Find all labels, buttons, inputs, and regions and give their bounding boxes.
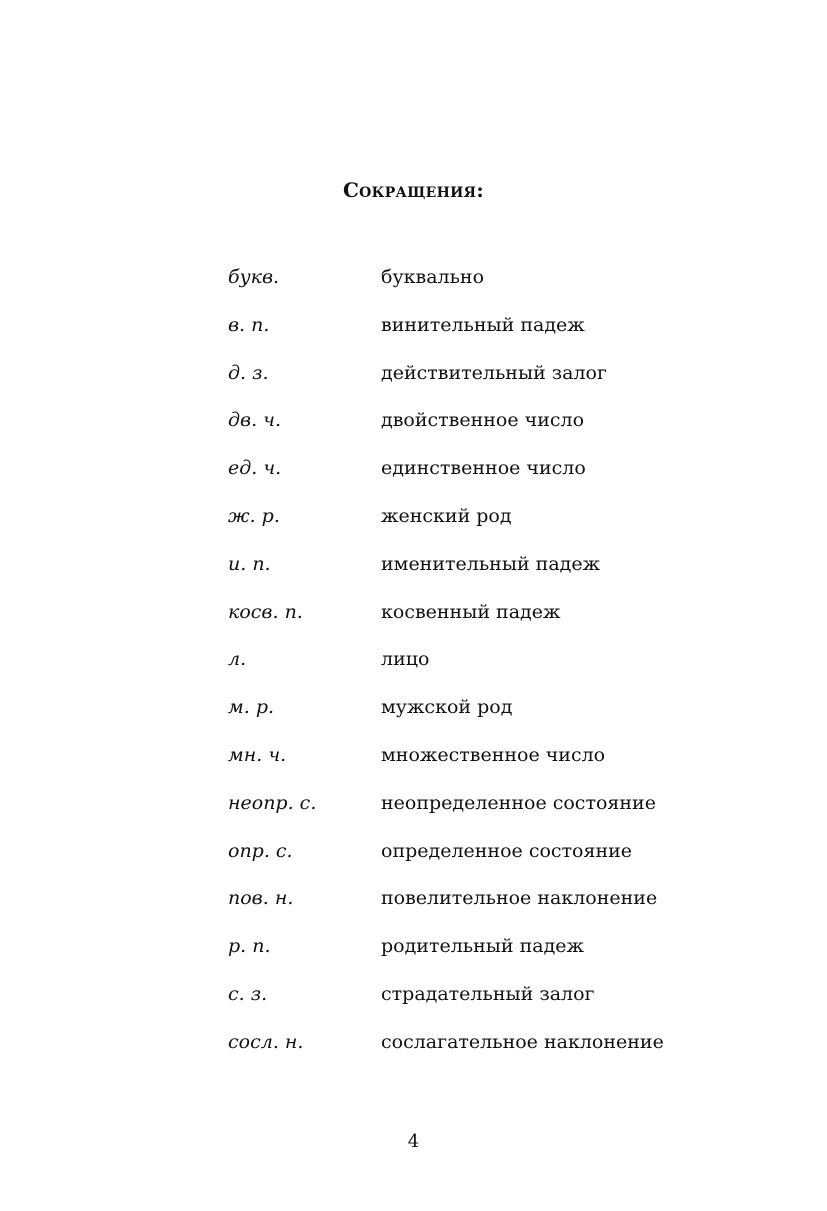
abbreviation-definition: неопределенное состояние	[381, 791, 656, 814]
abbreviation-term: букв.	[228, 266, 280, 288]
abbreviation-term: мн. ч.	[228, 743, 287, 766]
abbreviation-term: м. р.	[228, 696, 275, 719]
abbreviation-term: с. з.	[228, 982, 268, 1005]
abbreviation-definition: косвенный падеж	[381, 600, 561, 623]
abbreviation-list	[228, 264, 748, 1077]
abbreviation-definition: единственное число	[381, 457, 586, 480]
abbreviation-row	[228, 933, 748, 981]
abbreviation-row	[228, 838, 748, 886]
page-number: 4	[407, 1131, 420, 1152]
abbreviation-term: опр. с.	[228, 839, 293, 862]
abbreviation-row	[228, 360, 748, 408]
abbreviation-term: и. п.	[228, 552, 271, 575]
abbreviation-definition: именительный падеж	[381, 552, 601, 575]
abbreviation-definition: действительный залог	[381, 361, 607, 384]
abbreviation-definition: родительный падеж	[381, 935, 585, 958]
abbreviation-term: сосл. н.	[228, 1030, 304, 1053]
abbreviation-row	[228, 694, 748, 742]
abbreviation-row	[228, 742, 748, 790]
abbreviation-row	[228, 455, 748, 503]
abbreviation-term: косв. п.	[228, 600, 303, 623]
abbreviation-definition: буквально	[381, 266, 485, 288]
abbreviation-term: ж. р.	[228, 504, 280, 527]
page-title: Сокращения:	[342, 178, 485, 202]
abbreviation-term: л.	[228, 648, 247, 671]
abbreviation-term: дв. ч.	[228, 409, 282, 432]
abbreviation-definition: определенное состояние	[381, 839, 633, 862]
abbreviation-term: д. з.	[228, 361, 269, 384]
abbreviation-row	[228, 885, 748, 933]
abbreviation-term: неопр. с.	[228, 791, 317, 814]
abbreviation-definition: винительный падеж	[381, 313, 585, 336]
abbreviation-row	[228, 407, 748, 455]
abbreviation-definition: множественное число	[381, 743, 606, 766]
abbreviation-definition: повелительное наклонение	[381, 887, 658, 910]
abbreviation-row	[228, 551, 748, 599]
abbreviation-row	[228, 599, 748, 647]
abbreviation-definition: двойственное число	[381, 409, 585, 432]
abbreviation-definition: лицо	[381, 648, 430, 671]
abbreviation-definition: страдательный залог	[381, 982, 595, 1005]
abbreviation-term: р. п.	[228, 935, 271, 958]
abbreviation-row	[228, 503, 748, 551]
abbreviation-row	[228, 264, 748, 312]
abbreviation-row	[228, 646, 748, 694]
abbreviation-definition: женский род	[381, 504, 512, 527]
abbreviation-term: ед. ч.	[228, 457, 282, 480]
abbreviation-row	[228, 1029, 748, 1077]
abbreviation-definition: сослагательное наклонение	[381, 1030, 664, 1053]
abbreviation-row	[228, 312, 748, 360]
abbreviation-definition: мужской род	[381, 696, 513, 719]
abbreviation-row	[228, 981, 748, 1029]
abbreviation-term: в. п.	[228, 313, 270, 336]
abbreviation-row	[228, 790, 748, 838]
abbreviation-term: пов. н.	[228, 887, 294, 910]
